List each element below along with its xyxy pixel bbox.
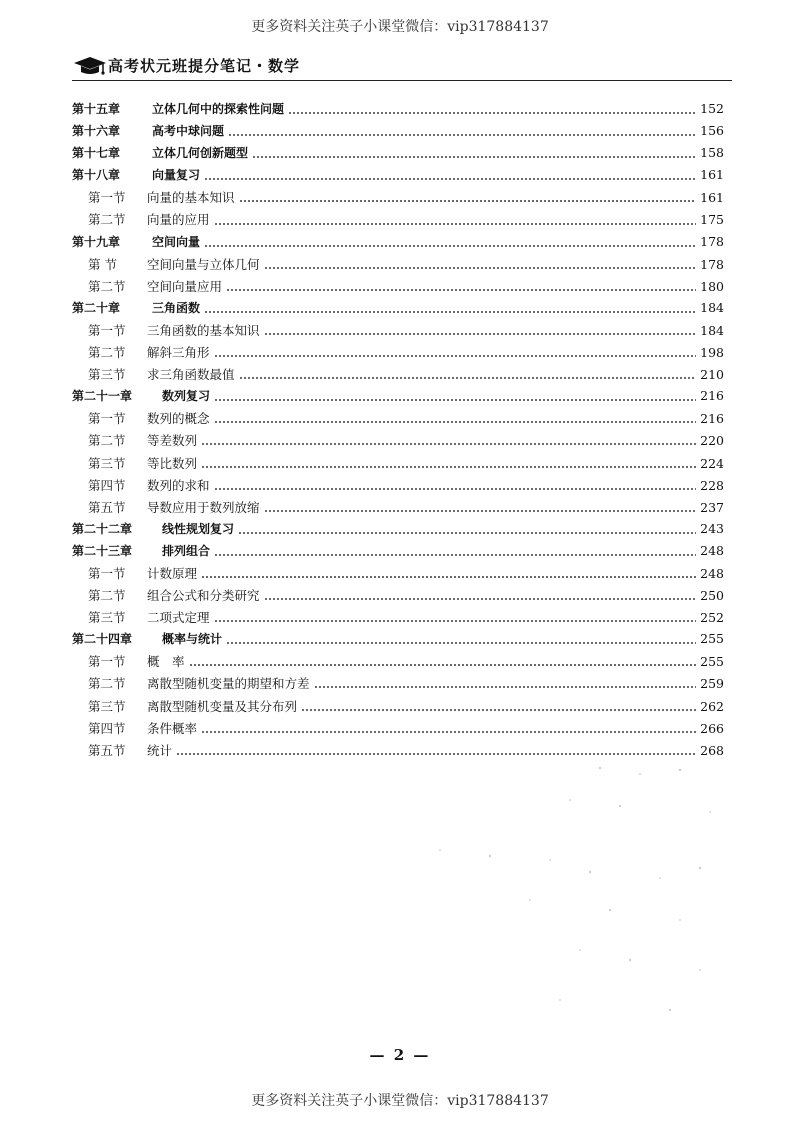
toc-section-row <box>72 564 724 586</box>
toc-entry-title: 向量复习 <box>152 168 201 183</box>
toc-entry-title: 向量的基本知识 <box>147 190 235 206</box>
dot-leader <box>214 487 696 491</box>
toc-section-row <box>72 277 724 299</box>
toc-entry-number: 第十九章 <box>72 234 121 249</box>
toc-entry-title: 空间向量 <box>152 234 201 249</box>
book-header <box>72 52 732 81</box>
toc-entry-number: 第二十三章 <box>72 543 133 558</box>
toc-entry-number: 第一节 <box>88 654 126 670</box>
dot-leader <box>204 177 696 181</box>
toc-entry-page: 210 <box>700 367 724 383</box>
toc-section-row <box>72 674 724 696</box>
toc-section-row <box>72 210 724 232</box>
dot-leader <box>214 222 696 226</box>
toc-chapter-row <box>72 144 724 166</box>
toc-entry-title: 概 率 <box>147 654 185 670</box>
toc-entry-page: 248 <box>700 542 724 558</box>
toc-entry-page: 180 <box>700 278 724 294</box>
toc-entry-number: 第二节 <box>88 676 126 692</box>
toc-entry-page: 216 <box>700 388 724 404</box>
toc-entry-page: 184 <box>700 299 724 315</box>
toc-entry-title: 数列的概念 <box>147 411 210 427</box>
toc-entry-title: 条件概率 <box>147 720 198 736</box>
toc-chapter-row <box>72 233 724 255</box>
scan-speckle <box>380 760 740 1020</box>
toc-entry-page: 228 <box>700 477 724 493</box>
toc-entry-page: 250 <box>700 588 724 604</box>
dot-leader <box>214 420 696 424</box>
toc-section-row <box>72 454 724 476</box>
bottom-watermark-banner: 更多资料关注英子小课堂微信：vip317884137 <box>251 1093 549 1109</box>
toc-entry-page: 255 <box>700 654 724 670</box>
toc-entry-title: 二项式定理 <box>147 610 210 626</box>
top-watermark-banner: 更多资料关注英子小课堂微信：vip317884137 <box>251 19 549 35</box>
toc-entry-title: 立体几何创新题型 <box>152 146 249 161</box>
toc-entry-number: 第三节 <box>88 455 126 471</box>
toc-entry-title: 概率与统计 <box>162 632 223 647</box>
toc-entry-title: 数列的求和 <box>147 477 210 493</box>
toc-entry-page: 266 <box>700 720 724 736</box>
page-number: — 2 — <box>369 1046 431 1064</box>
toc-section-row <box>72 431 724 453</box>
toc-chapter-row <box>72 122 724 144</box>
toc-section-row <box>72 365 724 387</box>
toc-entry-title: 离散型随机变量的期望和方差 <box>147 676 310 692</box>
toc-entry-title: 求三角函数最值 <box>147 367 235 383</box>
toc-entry-number: 第二十二章 <box>72 521 133 536</box>
toc-entry-title: 空间向量与立体几何 <box>147 256 260 272</box>
toc-section-row <box>72 188 724 210</box>
dot-leader <box>201 442 696 446</box>
toc-section-row <box>72 608 724 630</box>
toc-chapter-row <box>72 630 724 652</box>
toc-chapter-row <box>72 100 724 122</box>
toc-entry-page: 259 <box>700 676 724 692</box>
toc-entry-page: 224 <box>700 455 724 471</box>
toc-entry-number: 第三节 <box>88 610 126 626</box>
dot-leader <box>252 155 696 159</box>
toc-entry-number: 第二十章 <box>72 300 121 315</box>
toc-entry-page: 237 <box>700 499 724 515</box>
toc-entry-number: 第五节 <box>88 742 126 758</box>
toc-entry-title: 三角函数 <box>152 300 201 315</box>
book-title: 高考状元班提分笔记・数学 <box>108 57 301 75</box>
dot-leader <box>288 111 696 115</box>
dot-leader <box>239 199 696 203</box>
toc-entry-number: 第一节 <box>88 322 126 338</box>
toc-entry-page: 161 <box>700 167 724 183</box>
dot-leader <box>264 332 696 336</box>
dot-leader <box>201 465 696 469</box>
dot-leader <box>264 597 696 601</box>
toc-entry-page: 252 <box>700 610 724 626</box>
dot-leader <box>214 553 696 557</box>
toc-entry-number: 第一节 <box>88 411 126 427</box>
toc-entry-number: 第十六章 <box>72 124 121 139</box>
dot-leader <box>314 685 696 689</box>
dot-leader <box>264 509 696 513</box>
toc-section-row <box>72 697 724 719</box>
toc-entry-number: 第二节 <box>88 212 126 228</box>
toc-entry-number: 第一节 <box>88 565 126 581</box>
toc-entry-page: 248 <box>700 565 724 581</box>
toc-entry-page: 178 <box>700 233 724 249</box>
toc-entry-number: 第二节 <box>88 433 126 449</box>
toc-entry-number: 第三节 <box>88 698 126 714</box>
toc-entry-page: 198 <box>700 345 724 361</box>
toc-entry-title: 排列组合 <box>162 543 211 558</box>
toc-section-row <box>72 719 724 741</box>
toc-entry-title: 导数应用于数列放缩 <box>147 499 260 515</box>
dot-leader <box>301 708 696 712</box>
toc-entry-page: 220 <box>700 433 724 449</box>
toc-entry-page: 156 <box>700 123 724 139</box>
dot-leader <box>226 288 696 292</box>
toc-entry-title: 离散型随机变量及其分布列 <box>147 698 298 714</box>
toc-chapter-row <box>72 166 724 188</box>
toc-section-row <box>72 255 724 277</box>
dot-leader <box>176 752 696 756</box>
toc-entry-number: 第十八章 <box>72 168 121 183</box>
toc-entry-title: 计数原理 <box>147 565 198 581</box>
dot-leader <box>228 133 696 137</box>
dot-leader <box>204 310 696 314</box>
toc-entry-title: 解斜三角形 <box>147 345 210 361</box>
toc-entry-title: 等比数列 <box>147 455 198 471</box>
toc-entry-page: 268 <box>700 742 724 758</box>
toc-entry-number: 第十五章 <box>72 102 121 116</box>
toc-entry-number: 第四节 <box>88 477 126 493</box>
toc-entry-number: 第十七章 <box>72 146 121 161</box>
toc-entry-title: 统计 <box>147 742 173 758</box>
toc-section-row <box>72 586 724 608</box>
toc-entry-page: 161 <box>700 190 724 206</box>
toc-entry-number: 第五节 <box>88 499 126 515</box>
toc-entry-title: 向量的应用 <box>147 212 210 228</box>
toc-entry-title: 组合公式和分类研究 <box>147 588 260 604</box>
toc-entry-number: 第三节 <box>88 367 126 383</box>
toc-entry-page: 178 <box>700 256 724 272</box>
toc-entry-title: 高考中球问题 <box>152 124 225 139</box>
toc-section-row <box>72 343 724 365</box>
dot-leader <box>264 266 696 270</box>
toc-section-row <box>72 476 724 498</box>
toc-chapter-row <box>72 520 724 542</box>
toc-entry-number: 第二节 <box>88 345 126 361</box>
toc-entry-page: 243 <box>700 520 724 536</box>
toc-chapter-row <box>72 387 724 409</box>
toc-entry-title: 等差数列 <box>147 433 198 449</box>
toc-entry-page: 216 <box>700 411 724 427</box>
toc-entry-title: 三角函数的基本知识 <box>147 322 260 338</box>
dot-leader <box>238 531 696 535</box>
dot-leader <box>214 354 696 358</box>
dot-leader <box>204 244 696 248</box>
toc-chapter-row <box>72 299 724 321</box>
dot-leader <box>189 663 696 667</box>
toc-entry-page: 255 <box>700 631 724 647</box>
toc-entry-number: 第二十四章 <box>72 632 133 647</box>
toc-entry-page: 184 <box>700 322 724 338</box>
dot-leader <box>214 398 696 402</box>
toc-entry-number: 第 节 <box>88 256 117 272</box>
toc-section-row <box>72 498 724 520</box>
toc-entry-title: 立体几何中的探索性问题 <box>152 102 285 116</box>
toc-chapter-row <box>72 542 724 564</box>
toc-entry-number: 第二节 <box>88 588 126 604</box>
toc-entry-page: 158 <box>700 145 724 161</box>
toc-entry-title: 线性规划复习 <box>162 521 235 536</box>
table-of-contents <box>72 100 724 763</box>
toc-entry-page: 152 <box>700 101 724 116</box>
graduation-cap-icon <box>72 54 108 76</box>
toc-section-row <box>72 652 724 674</box>
dot-leader <box>226 641 696 645</box>
toc-entry-page: 175 <box>700 212 724 228</box>
dot-leader <box>239 376 696 380</box>
dot-leader <box>201 730 696 734</box>
toc-entry-title: 数列复习 <box>162 389 211 404</box>
toc-section-row <box>72 321 724 343</box>
toc-entry-number: 第二十一章 <box>72 389 133 404</box>
toc-entry-page: 262 <box>700 698 724 714</box>
toc-entry-number: 第四节 <box>88 720 126 736</box>
toc-entry-number: 第一节 <box>88 190 126 206</box>
toc-section-row <box>72 409 724 431</box>
toc-entry-number: 第二节 <box>88 278 126 294</box>
dot-leader <box>201 575 696 579</box>
toc-entry-title: 空间向量应用 <box>147 278 223 294</box>
dot-leader <box>214 619 696 623</box>
